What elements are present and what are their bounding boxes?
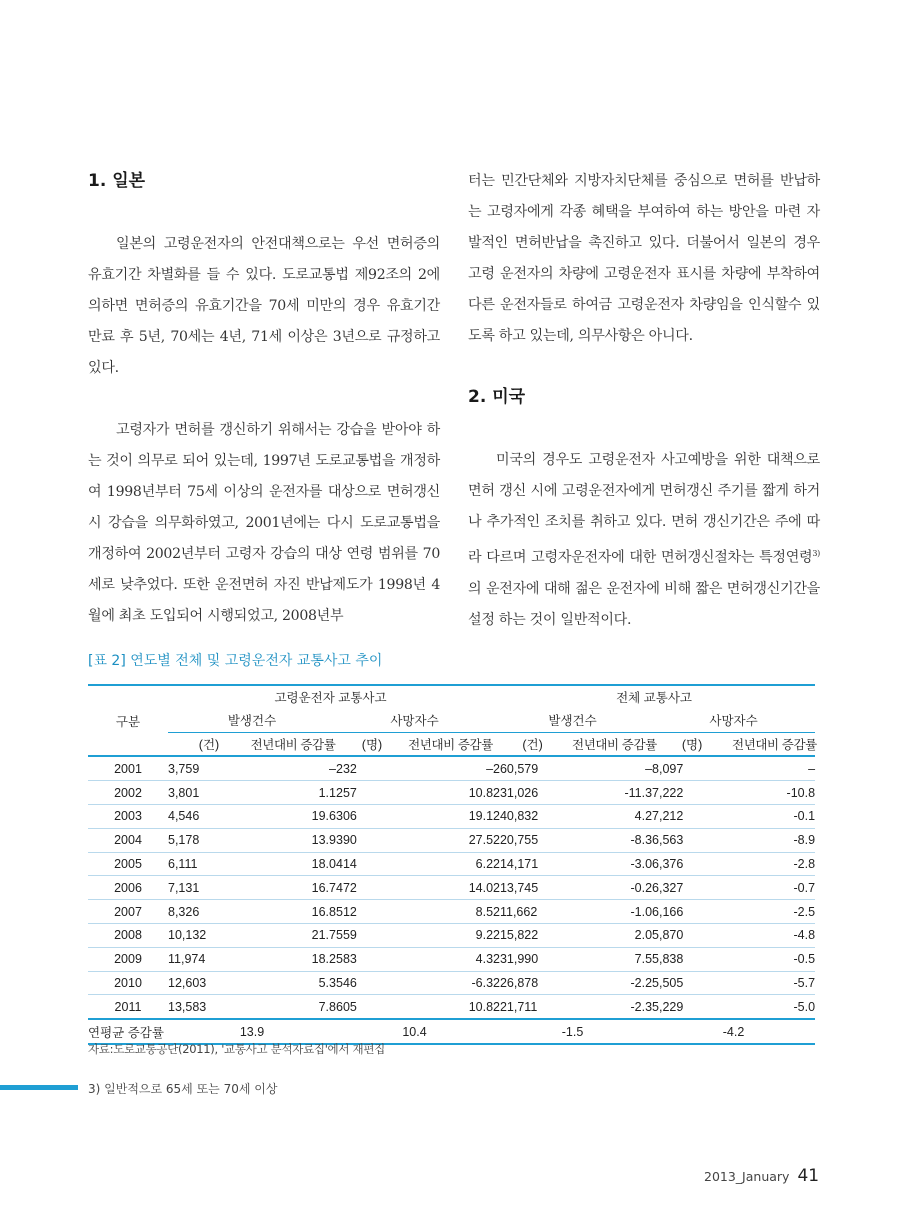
page-number: 41 — [797, 1166, 820, 1186]
cell-value: 472 — [336, 876, 408, 900]
cell-value: 231,026 — [493, 781, 572, 805]
table-row — [88, 995, 815, 1019]
cell-change: 14.0 — [408, 876, 493, 900]
cell-change: – — [572, 756, 652, 780]
cell-change: -5.7 — [732, 971, 815, 995]
cell-change: -0.5 — [732, 947, 815, 971]
cell-value: 7,222 — [652, 781, 732, 805]
footnote-accent-bar — [0, 1085, 78, 1090]
cell-value: 546 — [336, 971, 408, 995]
cell-value: 232 — [336, 756, 408, 780]
cell-change: 4.2 — [572, 804, 652, 828]
section-heading-japan: 1. 일본 — [88, 171, 146, 191]
cell-change: 4.3 — [408, 947, 493, 971]
cell-change: -11.3 — [572, 781, 652, 805]
cell-change: 19.6 — [250, 804, 336, 828]
cell-value: 10,132 — [168, 923, 250, 947]
table-row — [88, 852, 815, 876]
cell-change: 18.2 — [250, 947, 336, 971]
average-value: -1.5 — [493, 1019, 652, 1044]
cell-change: 9.2 — [408, 923, 493, 947]
cell-value: 306 — [336, 804, 408, 828]
cell-value: 6,111 — [168, 852, 250, 876]
japan-paragraph-2: 고령자가 면허를 갱신하기 위해서는 강습을 받아야 하는 것이 의무로 되어 있는데, 1997년 도로교통법을 개정하여 1998년부터 75세 이상의 운전자를 대상으로 면허갱신시 강습을 의무화하였고, 2001년에는 다시 도로교통법을 개정하여 2002년부터 고령자 강습의 대상 연령 범위를 70세로 낮추었다. 또한 운전면허 자진 반납제도가 1998년 4월에 최초 도입되어 시행되었고, 2008년부 — [88, 422, 440, 624]
page-footer — [704, 1166, 819, 1186]
cell-value: 221,711 — [493, 995, 572, 1019]
cell-change: 5.3 — [250, 971, 336, 995]
section-heading-usa: 2. 미국 — [468, 387, 526, 407]
table-source: 자료:도로교통공단(2011), '교통사고 분석자료집'에서 재편집 — [88, 1042, 385, 1056]
footnote-reference: 3) — [812, 549, 820, 558]
unit-cases: (건) — [493, 732, 572, 756]
table-row — [88, 828, 815, 852]
cell-change: -4.8 — [732, 923, 815, 947]
table-row — [88, 804, 815, 828]
table-row — [88, 756, 815, 780]
footnote: 3) 일반적으로 65세 또는 70세 이상 — [88, 1082, 278, 1096]
table-row — [88, 923, 815, 947]
cell-change: -0.2 — [572, 876, 652, 900]
cell-change: -2.2 — [572, 971, 652, 995]
cell-value: 8,097 — [652, 756, 732, 780]
unit-persons: (명) — [652, 732, 732, 756]
left-column — [88, 166, 440, 632]
cell-change: 10.8 — [408, 781, 493, 805]
cell-value: 7,212 — [652, 804, 732, 828]
cell-change: -0.7 — [732, 876, 815, 900]
cell-change: – — [408, 756, 493, 780]
cell-value: 583 — [336, 947, 408, 971]
average-value: 10.4 — [336, 1019, 493, 1044]
usa-paragraph-1 — [468, 445, 820, 636]
cell-value: 5,870 — [652, 923, 732, 947]
cell-value: 11,974 — [168, 947, 250, 971]
subheader-elderly-occurrence: 발생건수 — [168, 709, 336, 732]
cell-value: 7,131 — [168, 876, 250, 900]
subheader-elderly-deaths: 사망자수 — [336, 709, 493, 732]
cell-change: -8.9 — [732, 828, 815, 852]
cell-value: 5,229 — [652, 995, 732, 1019]
cell-change: 10.8 — [408, 995, 493, 1019]
accident-trend-table — [88, 684, 815, 1045]
usa-paragraph-text: 미국의 경우도 고령운전자 사고예방을 위한 대책으로 면허 갱신 시에 고령운전자에게 면허갱신 주기를 짧게 하거나 추가적인 조치를 취하고 있다. 면허 갱신기간은 주에 따라 다르며 고령자운전자에 대한 면허갱신절차는 특정연령 — [468, 452, 820, 566]
table-row — [88, 947, 815, 971]
cell-value: 6,376 — [652, 852, 732, 876]
cell-change: 16.7 — [250, 876, 336, 900]
cell-year: 2011 — [88, 995, 168, 1019]
cell-value: 5,505 — [652, 971, 732, 995]
cell-change: – — [732, 756, 815, 780]
cell-change: -2.3 — [572, 995, 652, 1019]
table-row — [88, 971, 815, 995]
cell-change: -10.8 — [732, 781, 815, 805]
cell-change: -0.1 — [732, 804, 815, 828]
cell-change: -2.8 — [732, 852, 815, 876]
cell-value: 214,171 — [493, 852, 572, 876]
right-column — [468, 166, 820, 636]
average-label: 연평균 증감률 — [88, 1019, 168, 1044]
average-value: -4.2 — [652, 1019, 815, 1044]
cell-year: 2002 — [88, 781, 168, 805]
cell-value: 512 — [336, 900, 408, 924]
unit-change: 전년대비 증감률 — [408, 732, 493, 756]
cell-value: 12,603 — [168, 971, 250, 995]
row-header: 구분 — [88, 685, 168, 756]
cell-year: 2009 — [88, 947, 168, 971]
cell-change: -8.3 — [572, 828, 652, 852]
cell-value: 5,178 — [168, 828, 250, 852]
cell-year: 2005 — [88, 852, 168, 876]
cell-change: -1.0 — [572, 900, 652, 924]
cell-value: 5,838 — [652, 947, 732, 971]
cell-change: 2.0 — [572, 923, 652, 947]
cell-change: -5.0 — [732, 995, 815, 1019]
cell-value: 6,166 — [652, 900, 732, 924]
cell-value: 211,662 — [493, 900, 572, 924]
cell-value: 559 — [336, 923, 408, 947]
cell-year: 2007 — [88, 900, 168, 924]
cell-change: 16.8 — [250, 900, 336, 924]
cell-value: 226,878 — [493, 971, 572, 995]
cell-value: 414 — [336, 852, 408, 876]
cell-change: -3.0 — [572, 852, 652, 876]
cell-value: 8,326 — [168, 900, 250, 924]
cell-value: 220,755 — [493, 828, 572, 852]
cell-change: -6.3 — [408, 971, 493, 995]
cell-change: 7.5 — [572, 947, 652, 971]
cell-change: 8.5 — [408, 900, 493, 924]
cell-change: 7.8 — [250, 995, 336, 1019]
cell-value: 260,579 — [493, 756, 572, 780]
cell-year: 2006 — [88, 876, 168, 900]
cell-change: – — [250, 756, 336, 780]
japan-paragraph-1: 일본의 고령운전자의 안전대책으로는 우선 면허증의 유효기간 차별화를 들 수 있다. 도로교통법 제92조의 2에 의하면 면허증의 유효기간을 70세 미만의 경우 유효기간 만료 후 5년, 70세는 4년, 71세 이상은 3년으로 규정하고 있다. — [88, 236, 440, 376]
cell-change: 27.5 — [408, 828, 493, 852]
cell-change: 21.7 — [250, 923, 336, 947]
table-title: [표 2] 연도별 전체 및 고령운전자 교통사고 추이 — [88, 653, 383, 669]
unit-change: 전년대비 증감률 — [732, 732, 815, 756]
cell-value: 257 — [336, 781, 408, 805]
cell-value: 240,832 — [493, 804, 572, 828]
cell-value: 3,801 — [168, 781, 250, 805]
cell-value: 6,327 — [652, 876, 732, 900]
cell-year: 2003 — [88, 804, 168, 828]
unit-change: 전년대비 증감률 — [572, 732, 652, 756]
cell-value: 6,563 — [652, 828, 732, 852]
cell-value: 213,745 — [493, 876, 572, 900]
group-header-total: 전체 교통사고 — [616, 691, 692, 706]
unit-cases: (건) — [168, 732, 250, 756]
cell-change: -2.5 — [732, 900, 815, 924]
cell-year: 2001 — [88, 756, 168, 780]
cell-value: 3,759 — [168, 756, 250, 780]
table-row — [88, 900, 815, 924]
cell-value: 390 — [336, 828, 408, 852]
cell-change: 6.2 — [408, 852, 493, 876]
usa-paragraph-text-after: 의 운전자에 대해 젊은 운전자에 비해 짧은 면허갱신기간을 설정 하는 것이 일반적이다. — [468, 580, 820, 628]
cell-year: 2004 — [88, 828, 168, 852]
unit-persons: (명) — [336, 732, 408, 756]
cell-change: 13.9 — [250, 828, 336, 852]
unit-change: 전년대비 증감률 — [250, 732, 336, 756]
cell-year: 2010 — [88, 971, 168, 995]
subheader-total-deaths: 사망자수 — [652, 709, 815, 732]
cell-year: 2008 — [88, 923, 168, 947]
cell-value: 215,822 — [493, 923, 572, 947]
cell-value: 605 — [336, 995, 408, 1019]
cell-value: 231,990 — [493, 947, 572, 971]
cell-change: 18.0 — [250, 852, 336, 876]
table-row — [88, 781, 815, 805]
japan-paragraph-2-continued: 터는 민간단체와 지방자치단체를 중심으로 면허를 반납하는 고령자에게 각종 혜택을 부여하여 하는 방안을 마련 자발적인 면허반납을 촉진하고 있다. 더불어서 일본의 경우 고령 운전자의 차량에 고령운전자 표시를 차량에 부착하여 다른 운전자들로 하여금 고령운전자 차량임을 인식할수 있도록 하고 있는데, 의무사항은 아니다. — [468, 173, 820, 344]
average-value: 13.9 — [168, 1019, 336, 1044]
issue-label: 2013_January — [704, 1169, 790, 1184]
cell-value: 4,546 — [168, 804, 250, 828]
cell-change: 19.1 — [408, 804, 493, 828]
group-header-elderly: 고령운전자 교통사고 — [274, 691, 387, 706]
cell-change: 1.1 — [250, 781, 336, 805]
subheader-total-occurrence: 발생건수 — [493, 709, 652, 732]
table-row — [88, 876, 815, 900]
cell-value: 13,583 — [168, 995, 250, 1019]
